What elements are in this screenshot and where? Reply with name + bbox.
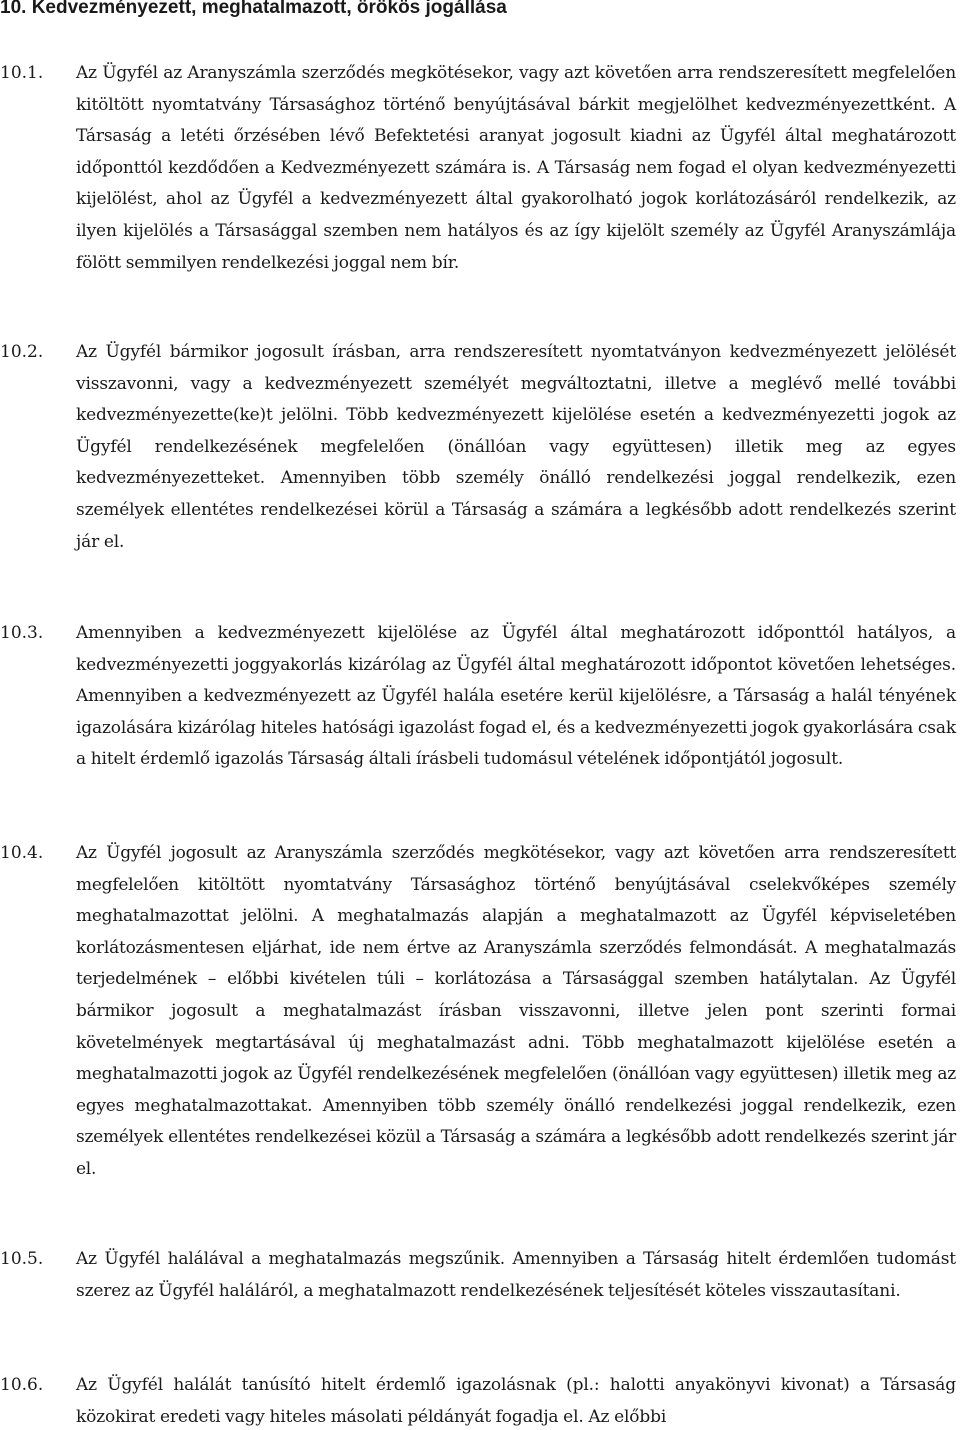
clause-text: Amennyiben a kedvezményezett kijelölése az Ügyfél által meghatározott időponttól hatályos, a kedvezményezetti joggyakorlás kizárólag az Ügyfél által meghatározott időpontot követően lehetséges. Amennyiben a kedvezményezett az Ügyfél halála esetére kerül kijelölésre, a Társaság a halál tényének igazolására kizárólag hiteles hatósági igazolást fogad el, és a kedvezményezetti jogok gyakorlására csak a hitelt érdemlő igazolás Társaság általi írásbeli tudomásul vételének időpontjától jogosult. bbox=[76, 623, 956, 770]
clause-number: 10.2. bbox=[0, 342, 44, 362]
clause-number: 10.4. bbox=[0, 843, 44, 863]
clause-number: 10.3. bbox=[0, 623, 44, 643]
clause-number: 10.5. bbox=[0, 1249, 44, 1269]
clause-text: Az Ügyfél halálát tanúsító hitelt érdemlő igazolásnak (pl.: halotti anyakönyvi kivonat) a Társaság közokirat eredeti vagy hiteles másolati példányát fogadja el. Az előbbi bbox=[76, 1375, 956, 1427]
clause-number: 10.1. bbox=[0, 63, 44, 83]
clause-text: Az Ügyfél az Aranyszámla szerződés megkötésekor, vagy azt követően arra rendszeresített megfelelően kitöltött nyomtatvány Társasághoz történő benyújtásával bárkit megjelölhet kedvezményezettként. A Társaság a letéti őrzésében lévő Befektetési aranyat jogosult kiadni az Ügyfél által meghatározott időponttól kezdődően a Kedvezményezett számára is. A Társaság nem fogad el olyan kedvezményezetti kijelölést, ahol az Ügyfél a kedvezményezett által gyakorolható jogok korlátozásáról rendelkezik, az ilyen kijelölés a Társasággal szemben nem hatályos és az így kijelölt személy az Ügyfél Aranyszámlája fölött semmilyen rendelkezési joggal nem bír. bbox=[76, 63, 956, 273]
clause-text: Az Ügyfél halálával a meghatalmazás megszűnik. Amennyiben a Társaság hitelt érdemlően tudomást szerez az Ügyfél haláláról, a meghatalmazott rendelkezésének teljesítését köteles visszautasítani. bbox=[76, 1249, 956, 1301]
section-heading: 10. Kedvezményezett, meghatalmazott, örökös jogállása bbox=[0, 0, 507, 18]
clause-text: Az Ügyfél jogosult az Aranyszámla szerződés megkötésekor, vagy azt követően arra rendszeresített megfelelően kitöltött nyomtatvány Társasághoz történő benyújtásával cselekvőképes személy meghatalmazottat jelölni. A meghatalmazás alapján a meghatalmazott az Ügyfél képviseletében korlátozásmentesen eljárhat, ide nem értve az Aranyszámla szerződés felmondását. A meghatalmazás terjedelmének – előbbi kivételen túli – korlátozása a Társasággal szemben hatálytalan. Az Ügyfél bármikor jogosult a meghatalmazást írásban visszavonni, illetve jelen pont szerinti formai követelmények megtartásával új meghatalmazást adni. Több meghatalmazott kijelölése esetén a meghatalmazotti jogok az Ügyfél rendelkezésének megfelelően (önállóan vagy együttesen) illetik meg az egyes meghatalmazottakat. Amennyiben több személy önálló rendelkezési joggal rendelkezik, ezen személyek ellentétes rendelkezései közül a Társaság a számára a legkésőbb adott rendelkezés szerint jár el. bbox=[76, 843, 956, 1179]
clause-text: Az Ügyfél bármikor jogosult írásban, arra rendszeresített nyomtatványon kedvezményezett jelölését visszavonni, vagy a kedvezményezett személyét megváltoztatni, illetve a meglévő mellé további kedvezményezette(ke)t jelölni. Több kedvezményezett kijelölése esetén a kedvezményezetti jogok az Ügyfél rendelkezésének megfelelően (önállóan vagy együttesen) illetik meg az egyes kedvezményezetteket. Amennyiben több személy önálló rendelkezési joggal rendelkezik, ezen személyek ellentétes rendelkezései körül a Társaság a számára a legkésőbb adott rendelkezés szerint jár el. bbox=[76, 342, 956, 552]
clause-number: 10.6. bbox=[0, 1375, 44, 1395]
